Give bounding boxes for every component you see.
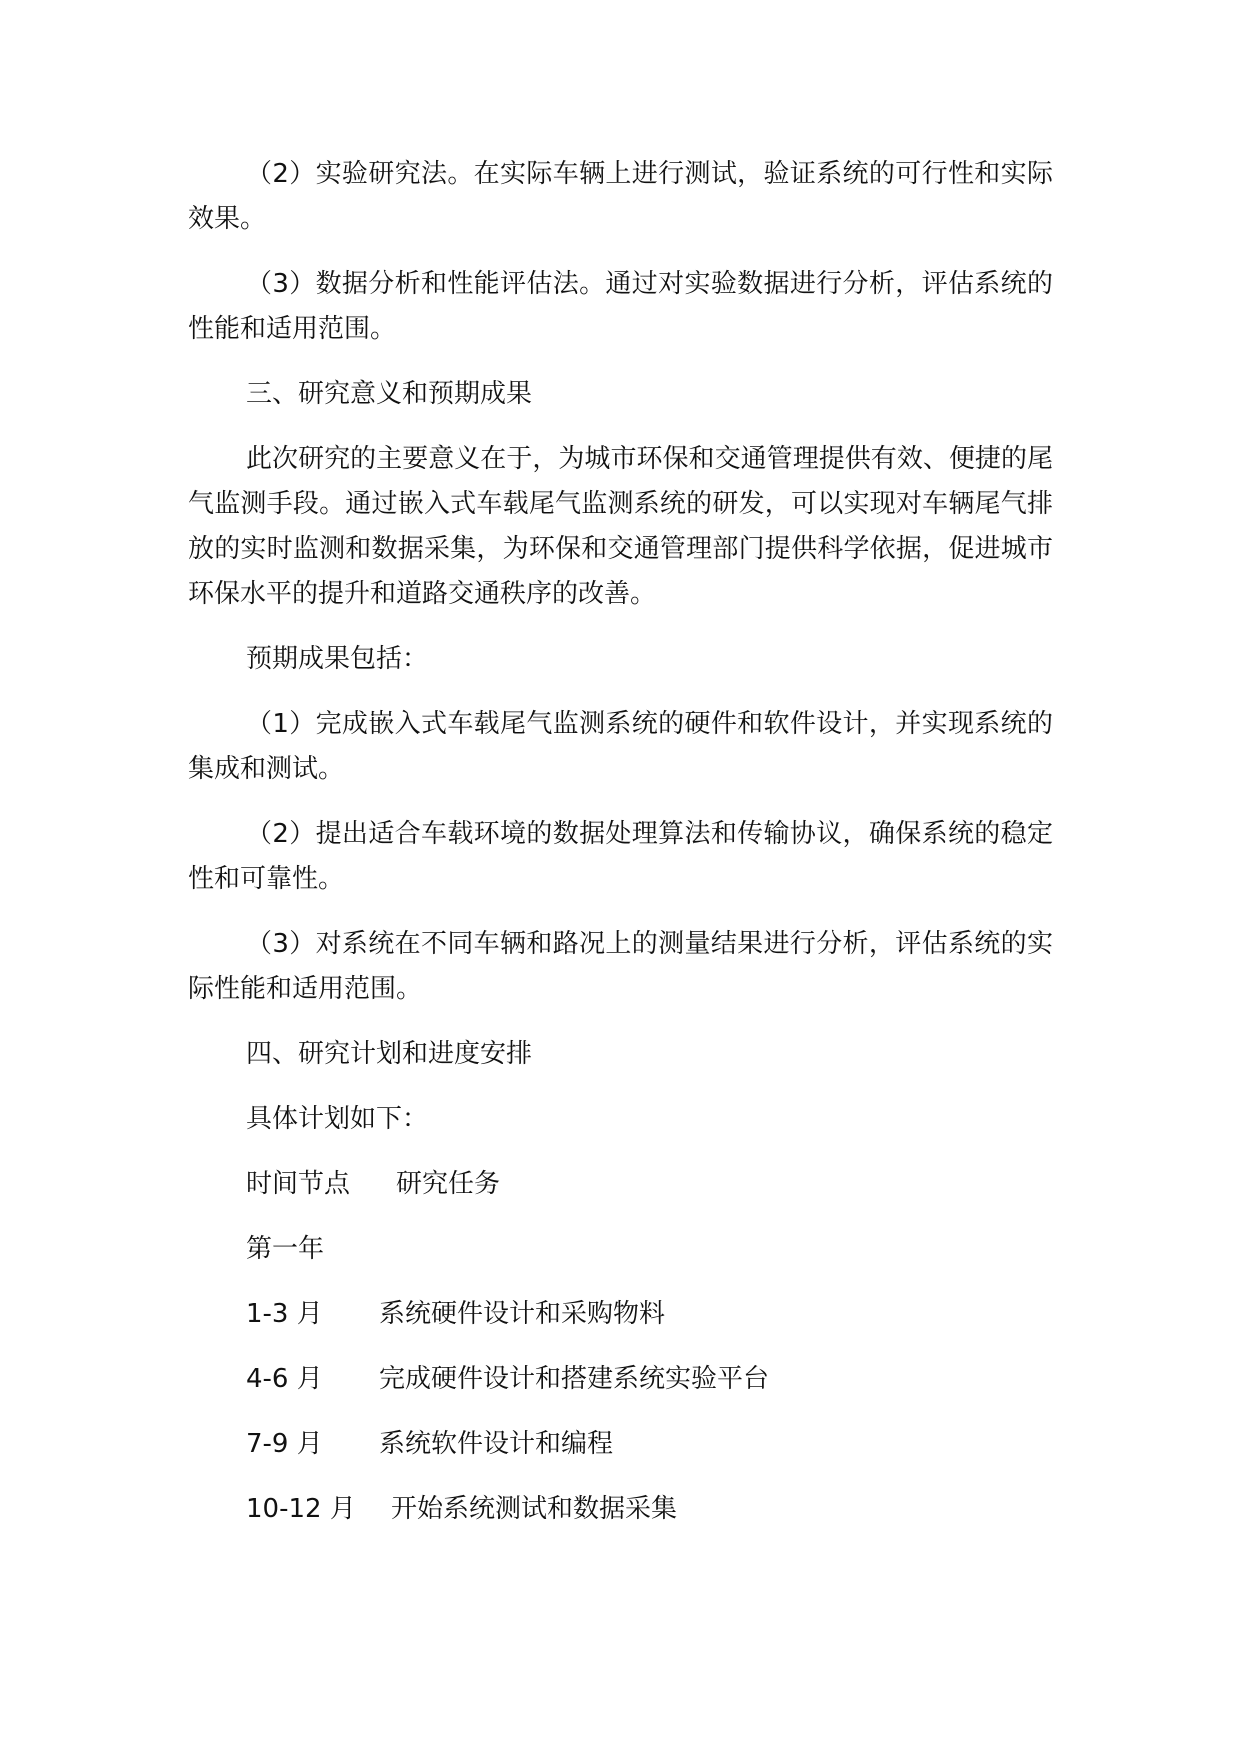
schedule-header <box>188 1162 1053 1207</box>
schedule-header-time: 时间节点 <box>246 1169 351 1199</box>
paragraph-method-3: （3）数据分析和性能评估法。通过对实验数据进行分析，评估系统的性能和适用范围。 <box>188 269 1053 344</box>
schedule-period: 7-9 月 <box>246 1429 323 1459</box>
paragraph-expected-results: 预期成果包括： <box>246 644 429 674</box>
document-body <box>188 152 1053 1552</box>
schedule-period: 4-6 月 <box>246 1364 323 1394</box>
schedule-row <box>188 1487 1053 1532</box>
section-heading-3: 三、研究意义和预期成果 <box>246 379 533 409</box>
schedule-row <box>188 1422 1053 1467</box>
schedule-header-task: 研究任务 <box>396 1169 501 1199</box>
paragraph-result-1: （1）完成嵌入式车载尾气监测系统的硬件和软件设计，并实现系统的集成和测试。 <box>188 709 1053 784</box>
schedule-row <box>188 1357 1053 1402</box>
paragraph-result-2: （2）提出适合车载环境的数据处理算法和传输协议，确保系统的稳定性和可靠性。 <box>188 819 1053 894</box>
schedule-task: 开始系统测试和数据采集 <box>391 1494 678 1524</box>
schedule-year: 第一年 <box>246 1234 325 1264</box>
schedule-task: 系统硬件设计和采购物料 <box>379 1299 666 1329</box>
schedule-row <box>188 1292 1053 1337</box>
schedule-task: 系统软件设计和编程 <box>379 1429 614 1459</box>
schedule-period: 1-3 月 <box>246 1299 323 1329</box>
paragraph-plan-intro: 具体计划如下： <box>246 1104 429 1134</box>
section-heading-4: 四、研究计划和进度安排 <box>246 1039 533 1069</box>
schedule-period: 10-12 月 <box>246 1494 356 1524</box>
paragraph-method-2: （2）实验研究法。在实际车辆上进行测试，验证系统的可行性和实际效果。 <box>188 159 1053 234</box>
schedule-task: 完成硬件设计和搭建系统实验平台 <box>379 1364 770 1394</box>
paragraph-result-3: （3）对系统在不同车辆和路况上的测量结果进行分析，评估系统的实际性能和适用范围。 <box>188 929 1053 1004</box>
paragraph-significance: 此次研究的主要意义在于，为城市环保和交通管理提供有效、便捷的尾气监测手段。通过嵌入式车载尾气监测系统的研发，可以实现对车辆尾气排放的实时监测和数据采集，为环保和交通管理部门提供科学依据，促进城市环保水平的提升和道路交通秩序的改善。 <box>188 444 1053 609</box>
